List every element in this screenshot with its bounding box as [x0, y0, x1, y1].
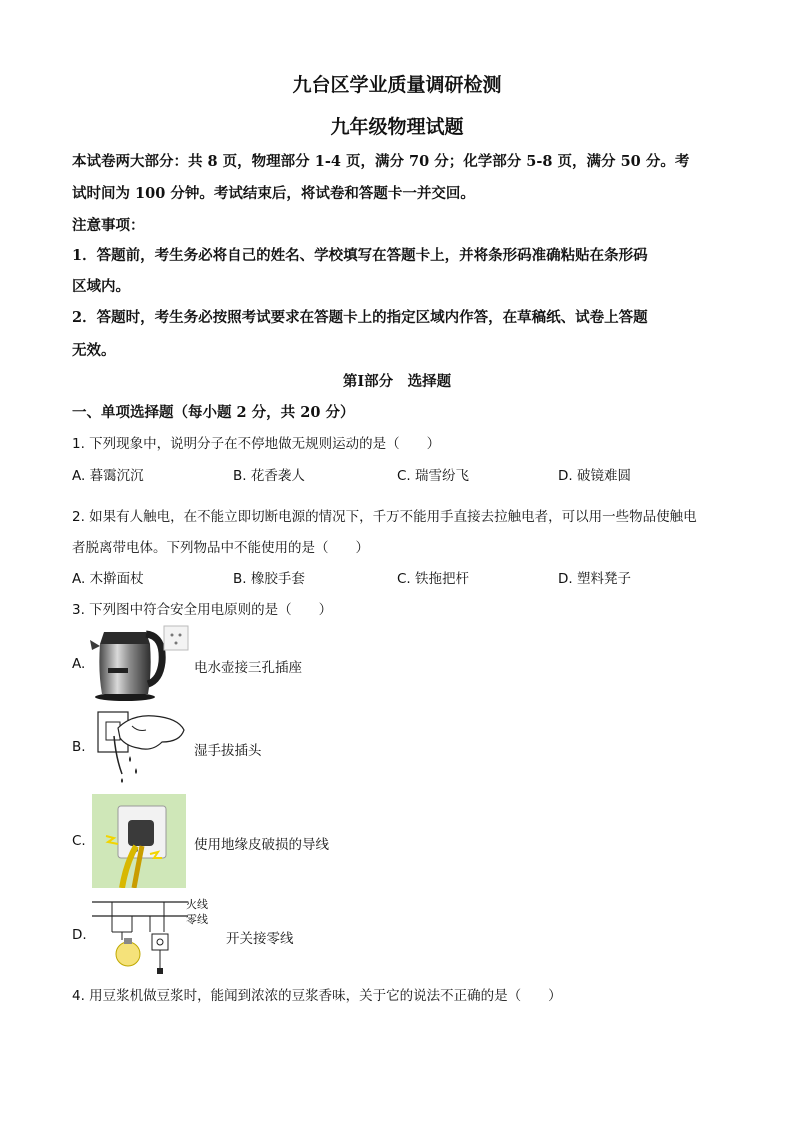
q1-option-d: D. 破镜难圆 — [558, 468, 631, 484]
question-3-stem: 3. 下列图中符合安全用电原则的是（ ） — [72, 602, 333, 618]
q3-option-a-letter: A. — [72, 656, 86, 672]
water-drop — [129, 756, 131, 762]
wall-socket — [164, 626, 188, 650]
exam-title: 九台区学业质量调研检测 — [292, 74, 502, 96]
intro-line-2: 试时间为 100 分钟。考试结束后，将试卷和答题卡一并交回。 — [72, 185, 475, 202]
q1-option-a: A. 暮霭沉沉 — [72, 468, 144, 484]
kettle-label — [108, 668, 128, 673]
question-1-stem: 1. 下列现象中，说明分子在不停地做无规则运动的是（ ） — [72, 436, 441, 452]
socket-face — [106, 722, 120, 740]
live-wire-label: 火线 — [186, 898, 208, 911]
kettle-spout — [90, 640, 100, 650]
q2-option-c: C. 铁拖把杆 — [397, 571, 470, 587]
notes-heading: 注意事项： — [72, 217, 145, 234]
note-1-line-1: 1．答题前，考生务必将自己的姓名、学校填写在答题卡上，并将条形码准确粘贴在条形码 — [72, 247, 648, 264]
section-heading: 一、单项选择题（每小题 2 分，共 20 分） — [72, 404, 355, 421]
q1-option-b: B. 花香袭人 — [233, 468, 305, 484]
hand — [118, 716, 184, 749]
neutral-wire-label: 零线 — [186, 913, 208, 926]
intro-line-1: 本试卷两大部分：共 8 页，物理部分 1-4 页，满分 70 分；化学部分 5-8 页，满分 50 分。考 — [72, 153, 690, 170]
bulb-base — [124, 938, 132, 944]
q2-option-b: B. 橡胶手套 — [233, 571, 305, 587]
note-2-line-2: 无效。 — [72, 342, 116, 359]
q3-option-a-text: 电水壶接三孔插座 — [194, 660, 302, 676]
circuit-diagram — [92, 896, 192, 980]
kettle-base — [95, 693, 155, 701]
q3-option-d-text: 开关接零线 — [226, 931, 294, 947]
q3-option-d-letter: D. — [72, 927, 87, 943]
switch-box — [152, 934, 168, 950]
q3-option-c-text: 使用地缘皮破损的导线 — [194, 837, 329, 853]
kettle-figure — [90, 622, 190, 702]
q3-option-c-letter: C. — [72, 833, 86, 849]
q1-option-c: C. 瑞雪纷飞 — [397, 468, 470, 484]
note-2-line-1: 2．答题时，考生务必按照考试要求在答题卡上的指定区域内作答，在草稿纸、试卷上答题 — [72, 309, 648, 326]
question-2-stem-line-1: 2. 如果有人触电，在不能立即切断电源的情况下，千万不能用手直接去拉触电者，可以用一些物品使触电 — [72, 509, 697, 525]
water-drop — [121, 778, 123, 783]
water-drop — [135, 768, 137, 774]
plug — [128, 820, 154, 846]
q2-option-a: A. 木擀面杖 — [72, 571, 144, 587]
question-2-stem-line-2: 者脱离带电体。下列物品中不能使用的是（ ） — [72, 540, 369, 556]
q3-option-b-text: 湿手拔插头 — [194, 743, 262, 759]
question-4-stem: 4. 用豆浆机做豆浆时，能闻到浓浓的豆浆香味，关于它的说法不正确的是（ ） — [72, 988, 562, 1004]
part-title: 第Ⅰ部分 选择题 — [342, 373, 452, 390]
q2-option-d: D. 塑料凳子 — [558, 571, 631, 587]
wet-hand-plug-figure — [92, 708, 188, 784]
light-bulb — [116, 942, 140, 966]
damaged-wire-figure — [92, 794, 186, 888]
note-1-line-2: 区域内。 — [72, 278, 130, 295]
exam-subtitle: 九年级物理试题 — [330, 116, 464, 138]
q3-option-b-letter: B. — [72, 739, 86, 755]
plug-tip — [157, 968, 163, 974]
kettle-lid — [100, 632, 150, 644]
